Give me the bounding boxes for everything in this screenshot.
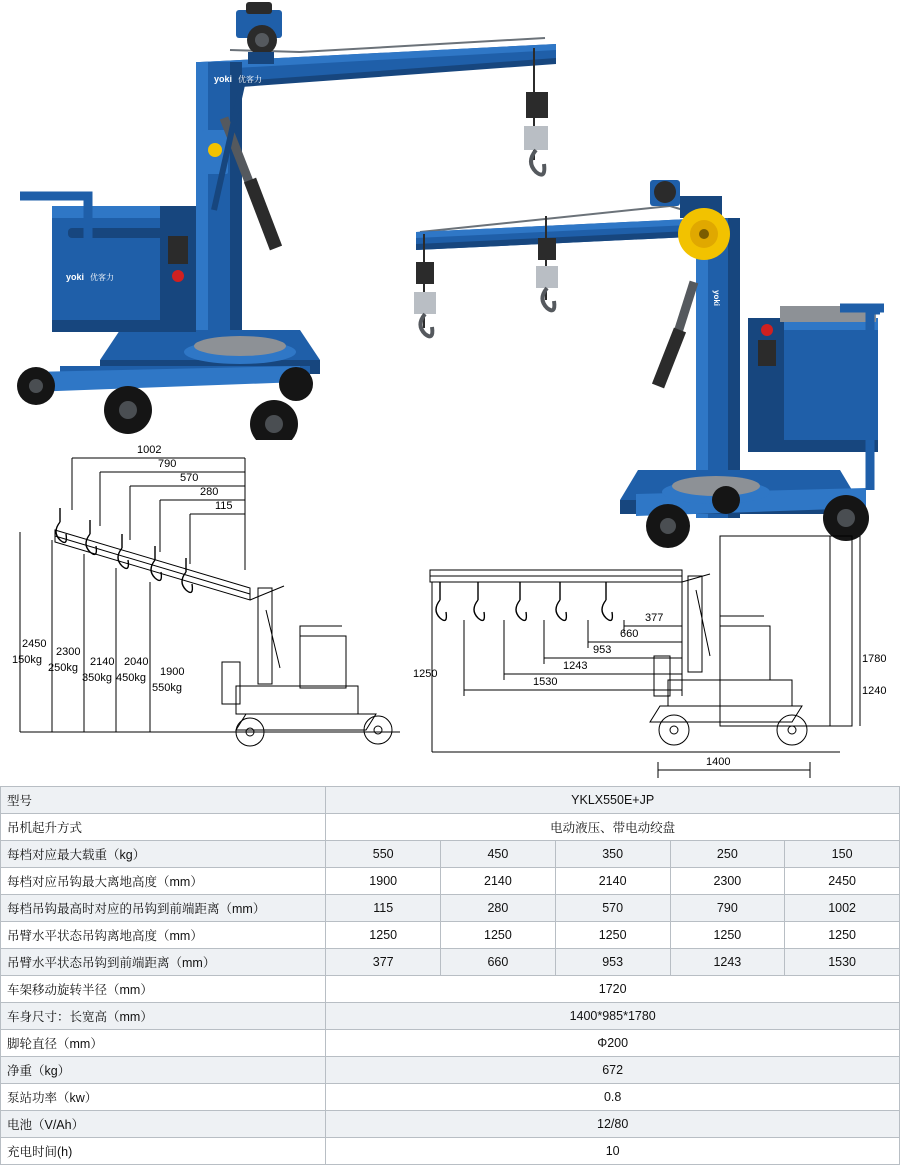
spec-label: 吊机起升方式 — [1, 814, 326, 841]
lift-height-4: 2040 — [124, 656, 149, 668]
dim-top-790: 790 — [158, 458, 177, 470]
dim-1780: 1780 — [862, 653, 887, 665]
spec-value: 790 — [670, 895, 785, 922]
spec-value: 1900 — [326, 868, 441, 895]
table-row — [1, 1057, 900, 1084]
lift-height-1: 2450 — [22, 638, 47, 650]
spec-value: 1250 — [555, 922, 670, 949]
specification-table — [0, 786, 900, 1165]
cabinet-brand-left: yoki — [66, 272, 85, 282]
spec-value: 150 — [785, 841, 900, 868]
lift-load-1: 150kg — [12, 654, 42, 666]
spec-value: 1250 — [670, 922, 785, 949]
spec-value: 350 — [555, 841, 670, 868]
cabinet-brand-cn-left: 优客力 — [90, 273, 114, 282]
spec-value: 1250 — [326, 922, 441, 949]
spec-label: 每档对应最大载重（kg） — [1, 841, 326, 868]
table-row — [1, 814, 900, 841]
table-row — [1, 1084, 900, 1111]
lift-height-3: 2140 — [90, 656, 115, 668]
spec-value: 2450 — [785, 868, 900, 895]
spec-label: 脚轮直径（mm） — [1, 1030, 326, 1057]
specification-table-wrap — [0, 786, 900, 1165]
spec-label: 泵站功率（kw） — [1, 1084, 326, 1111]
dim-top-115: 115 — [215, 500, 233, 512]
spec-value: Φ200 — [326, 1030, 900, 1057]
spec-label: 充电时间(h) — [1, 1138, 326, 1165]
spec-value: 12/80 — [326, 1111, 900, 1138]
spec-value: 2140 — [555, 868, 670, 895]
spec-value: 1530 — [785, 949, 900, 976]
spec-value: 570 — [555, 895, 670, 922]
table-row — [1, 841, 900, 868]
spec-value: 1243 — [670, 949, 785, 976]
product-photos — [0, 0, 900, 440]
spec-value: 1002 — [785, 895, 900, 922]
spec-label: 车架移动旋转半径（mm） — [1, 976, 326, 1003]
dim-377: 377 — [645, 612, 664, 624]
spec-label: 吊臂水平状态吊钩到前端距离（mm） — [1, 949, 326, 976]
table-row — [1, 787, 900, 814]
spec-label: 电池（V/Ah） — [1, 1111, 326, 1138]
dim-top-570: 570 — [180, 472, 199, 484]
table-row — [1, 976, 900, 1003]
spec-value: 10 — [326, 1138, 900, 1165]
spec-value: 0.8 — [326, 1084, 900, 1111]
dimension-diagrams — [0, 440, 900, 785]
table-row — [1, 1138, 900, 1165]
lift-load-3: 350kg — [82, 672, 112, 684]
spec-value: 377 — [326, 949, 441, 976]
table-row — [1, 949, 900, 976]
dim-1400: 1400 — [706, 756, 731, 768]
lift-height-2: 2300 — [56, 646, 81, 658]
brand-logo-cn-left: 优客力 — [238, 75, 262, 84]
spec-value: 550 — [326, 841, 441, 868]
spec-label: 型号 — [1, 787, 326, 814]
lift-load-5: 550kg — [152, 682, 182, 694]
spec-label: 净重（kg） — [1, 1057, 326, 1084]
spec-label: 车身尺寸：长宽高（mm） — [1, 1003, 326, 1030]
spec-value: 1720 — [326, 976, 900, 1003]
lift-height-5: 1900 — [160, 666, 185, 678]
table-row — [1, 895, 900, 922]
table-row — [1, 1030, 900, 1057]
dim-1240: 1240 — [862, 685, 887, 697]
spec-value: 672 — [326, 1057, 900, 1084]
dim-1250: 1250 — [413, 668, 438, 680]
spec-label: 吊臂水平状态吊钩离地高度（mm） — [1, 922, 326, 949]
table-row — [1, 1111, 900, 1138]
spec-value: 电动液压、带电动绞盘 — [326, 814, 900, 841]
spec-value: 2300 — [670, 868, 785, 895]
lift-load-2: 250kg — [48, 662, 78, 674]
spec-label: 每档吊钩最高时对应的吊钩到前端距离（mm） — [1, 895, 326, 922]
spec-value: 280 — [441, 895, 556, 922]
spec-value: 1250 — [785, 922, 900, 949]
dim-top-280: 280 — [200, 486, 219, 498]
dim-953: 953 — [593, 644, 612, 656]
brand-logo-right: yoki — [712, 290, 721, 307]
spec-value: 2140 — [441, 868, 556, 895]
spec-label: 每档对应吊钩最大离地高度（mm） — [1, 868, 326, 895]
spec-value: 115 — [326, 895, 441, 922]
spec-value: 450 — [441, 841, 556, 868]
dim-660: 660 — [620, 628, 639, 640]
spec-value: 660 — [441, 949, 556, 976]
spec-value: 953 — [555, 949, 670, 976]
spec-value: 1250 — [441, 922, 556, 949]
dim-1243: 1243 — [563, 660, 588, 672]
brand-logo-left: yoki — [214, 74, 233, 84]
spec-value: YKLX550E+JP — [326, 787, 900, 814]
table-row — [1, 922, 900, 949]
spec-value: 250 — [670, 841, 785, 868]
dim-1530: 1530 — [533, 676, 558, 688]
lift-load-4: 450kg — [116, 672, 146, 684]
spec-value: 1400*985*1780 — [326, 1003, 900, 1030]
table-row — [1, 868, 900, 895]
dim-top-1002: 1002 — [137, 444, 162, 456]
table-row — [1, 1003, 900, 1030]
